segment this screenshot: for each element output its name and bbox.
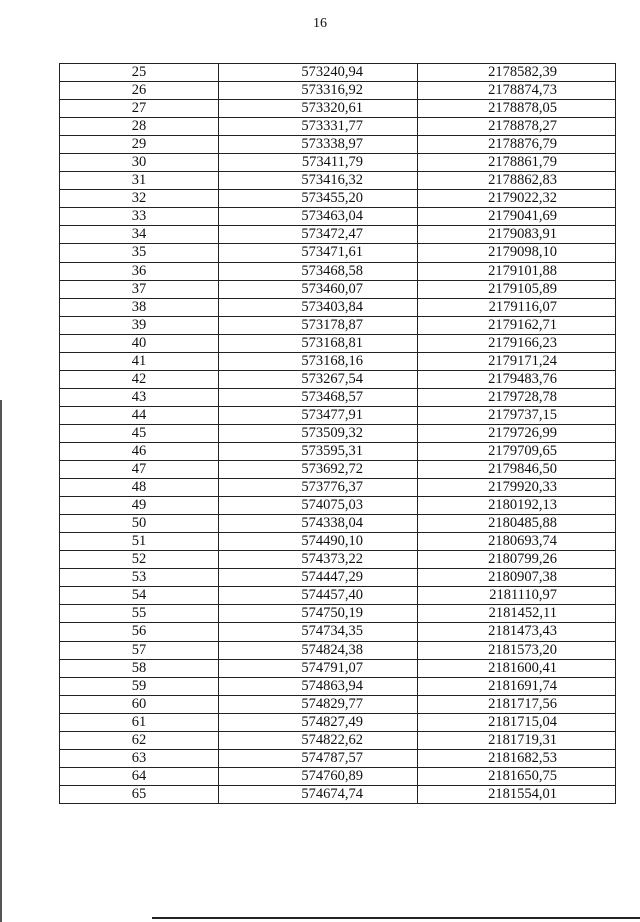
point-number-cell: 60 bbox=[60, 695, 219, 713]
coordinates-table-body bbox=[60, 64, 616, 804]
y-coordinate-cell: 2178878,05 bbox=[418, 100, 616, 118]
x-coordinate-cell: 573416,32 bbox=[219, 172, 418, 190]
table-row bbox=[60, 172, 616, 190]
x-coordinate-cell: 574674,74 bbox=[219, 785, 418, 803]
table-row bbox=[60, 64, 616, 82]
x-coordinate-cell: 574827,49 bbox=[219, 713, 418, 731]
y-coordinate-cell: 2181600,41 bbox=[418, 659, 616, 677]
x-coordinate-cell: 573316,92 bbox=[219, 82, 418, 100]
table-row bbox=[60, 244, 616, 262]
y-coordinate-cell: 2181682,53 bbox=[418, 749, 616, 767]
y-coordinate-cell: 2179166,23 bbox=[418, 334, 616, 352]
y-coordinate-cell: 2179041,69 bbox=[418, 208, 616, 226]
x-coordinate-cell: 573463,04 bbox=[219, 208, 418, 226]
x-coordinate-cell: 574791,07 bbox=[219, 659, 418, 677]
table-row bbox=[60, 100, 616, 118]
y-coordinate-cell: 2179728,78 bbox=[418, 388, 616, 406]
y-coordinate-cell: 2178876,79 bbox=[418, 136, 616, 154]
x-coordinate-cell: 573472,47 bbox=[219, 226, 418, 244]
x-coordinate-cell: 574750,19 bbox=[219, 605, 418, 623]
y-coordinate-cell: 2181650,75 bbox=[418, 767, 616, 785]
y-coordinate-cell: 2181110,97 bbox=[418, 587, 616, 605]
bottom-scan-rule bbox=[152, 917, 640, 919]
table-row bbox=[60, 605, 616, 623]
x-coordinate-cell: 574760,89 bbox=[219, 767, 418, 785]
table-row bbox=[60, 226, 616, 244]
table-row bbox=[60, 298, 616, 316]
point-number-cell: 39 bbox=[60, 316, 219, 334]
y-coordinate-cell: 2179083,91 bbox=[418, 226, 616, 244]
point-number-cell: 34 bbox=[60, 226, 219, 244]
x-coordinate-cell: 573455,20 bbox=[219, 190, 418, 208]
page-number: 16 bbox=[313, 16, 327, 31]
point-number-cell: 62 bbox=[60, 731, 219, 749]
y-coordinate-cell: 2179709,65 bbox=[418, 442, 616, 460]
x-coordinate-cell: 573468,57 bbox=[219, 388, 418, 406]
table-row bbox=[60, 334, 616, 352]
y-coordinate-cell: 2180693,74 bbox=[418, 533, 616, 551]
table-row bbox=[60, 118, 616, 136]
point-number-cell: 42 bbox=[60, 370, 219, 388]
table-row bbox=[60, 82, 616, 100]
table-row bbox=[60, 587, 616, 605]
x-coordinate-cell: 574075,03 bbox=[219, 497, 418, 515]
table-row bbox=[60, 136, 616, 154]
y-coordinate-cell: 2180192,13 bbox=[418, 497, 616, 515]
y-coordinate-cell: 2181573,20 bbox=[418, 641, 616, 659]
table-row bbox=[60, 659, 616, 677]
point-number-cell: 51 bbox=[60, 533, 219, 551]
table-row bbox=[60, 316, 616, 334]
table-row bbox=[60, 623, 616, 641]
point-number-cell: 49 bbox=[60, 497, 219, 515]
x-coordinate-cell: 574490,10 bbox=[219, 533, 418, 551]
y-coordinate-cell: 2179171,24 bbox=[418, 352, 616, 370]
table-row bbox=[60, 749, 616, 767]
x-coordinate-cell: 573168,81 bbox=[219, 334, 418, 352]
table-row bbox=[60, 262, 616, 280]
y-coordinate-cell: 2181691,74 bbox=[418, 677, 616, 695]
x-coordinate-cell: 573320,61 bbox=[219, 100, 418, 118]
y-coordinate-cell: 2178861,79 bbox=[418, 154, 616, 172]
y-coordinate-cell: 2179162,71 bbox=[418, 316, 616, 334]
table-row bbox=[60, 677, 616, 695]
x-coordinate-cell: 573411,79 bbox=[219, 154, 418, 172]
point-number-cell: 54 bbox=[60, 587, 219, 605]
y-coordinate-cell: 2179726,99 bbox=[418, 424, 616, 442]
table-row bbox=[60, 785, 616, 803]
table-row bbox=[60, 551, 616, 569]
table-row bbox=[60, 497, 616, 515]
table-row bbox=[60, 442, 616, 460]
x-coordinate-cell: 573471,61 bbox=[219, 244, 418, 262]
table-row bbox=[60, 713, 616, 731]
y-coordinate-cell: 2179098,10 bbox=[418, 244, 616, 262]
x-coordinate-cell: 573403,84 bbox=[219, 298, 418, 316]
x-coordinate-cell: 573776,37 bbox=[219, 479, 418, 497]
point-number-cell: 56 bbox=[60, 623, 219, 641]
x-coordinate-cell: 574373,22 bbox=[219, 551, 418, 569]
point-number-cell: 64 bbox=[60, 767, 219, 785]
point-number-cell: 37 bbox=[60, 280, 219, 298]
table-row bbox=[60, 767, 616, 785]
x-coordinate-cell: 573240,94 bbox=[219, 64, 418, 82]
x-coordinate-cell: 574338,04 bbox=[219, 515, 418, 533]
point-number-cell: 43 bbox=[60, 388, 219, 406]
x-coordinate-cell: 573178,87 bbox=[219, 316, 418, 334]
x-coordinate-cell: 573338,97 bbox=[219, 136, 418, 154]
point-number-cell: 40 bbox=[60, 334, 219, 352]
y-coordinate-cell: 2181473,43 bbox=[418, 623, 616, 641]
y-coordinate-cell: 2178862,83 bbox=[418, 172, 616, 190]
point-number-cell: 44 bbox=[60, 406, 219, 424]
y-coordinate-cell: 2179116,07 bbox=[418, 298, 616, 316]
point-number-cell: 57 bbox=[60, 641, 219, 659]
point-number-cell: 41 bbox=[60, 352, 219, 370]
point-number-cell: 31 bbox=[60, 172, 219, 190]
point-number-cell: 25 bbox=[60, 64, 219, 82]
y-coordinate-cell: 2180907,38 bbox=[418, 569, 616, 587]
point-number-cell: 61 bbox=[60, 713, 219, 731]
y-coordinate-cell: 2179022,32 bbox=[418, 190, 616, 208]
point-number-cell: 59 bbox=[60, 677, 219, 695]
x-coordinate-cell: 573509,32 bbox=[219, 424, 418, 442]
table-row bbox=[60, 533, 616, 551]
point-number-cell: 38 bbox=[60, 298, 219, 316]
y-coordinate-cell: 2181452,11 bbox=[418, 605, 616, 623]
x-coordinate-cell: 574829,77 bbox=[219, 695, 418, 713]
left-scan-shadow bbox=[0, 400, 2, 922]
x-coordinate-cell: 573460,07 bbox=[219, 280, 418, 298]
table-row bbox=[60, 406, 616, 424]
table-row bbox=[60, 695, 616, 713]
y-coordinate-cell: 2178582,39 bbox=[418, 64, 616, 82]
x-coordinate-cell: 574824,38 bbox=[219, 641, 418, 659]
table-row bbox=[60, 461, 616, 479]
point-number-cell: 63 bbox=[60, 749, 219, 767]
x-coordinate-cell: 574822,62 bbox=[219, 731, 418, 749]
table-row bbox=[60, 370, 616, 388]
y-coordinate-cell: 2179920,33 bbox=[418, 479, 616, 497]
table-row bbox=[60, 479, 616, 497]
table-row bbox=[60, 154, 616, 172]
x-coordinate-cell: 574734,35 bbox=[219, 623, 418, 641]
point-number-cell: 48 bbox=[60, 479, 219, 497]
point-number-cell: 65 bbox=[60, 785, 219, 803]
y-coordinate-cell: 2179483,76 bbox=[418, 370, 616, 388]
y-coordinate-cell: 2178878,27 bbox=[418, 118, 616, 136]
point-number-cell: 32 bbox=[60, 190, 219, 208]
point-number-cell: 30 bbox=[60, 154, 219, 172]
x-coordinate-cell: 574863,94 bbox=[219, 677, 418, 695]
point-number-cell: 35 bbox=[60, 244, 219, 262]
x-coordinate-cell: 573477,91 bbox=[219, 406, 418, 424]
point-number-cell: 50 bbox=[60, 515, 219, 533]
point-number-cell: 26 bbox=[60, 82, 219, 100]
point-number-cell: 28 bbox=[60, 118, 219, 136]
y-coordinate-cell: 2179101,88 bbox=[418, 262, 616, 280]
y-coordinate-cell: 2179737,15 bbox=[418, 406, 616, 424]
table-row bbox=[60, 190, 616, 208]
coordinates-table bbox=[59, 63, 616, 804]
table-row bbox=[60, 569, 616, 587]
x-coordinate-cell: 573692,72 bbox=[219, 461, 418, 479]
table-row bbox=[60, 208, 616, 226]
point-number-cell: 55 bbox=[60, 605, 219, 623]
x-coordinate-cell: 573595,31 bbox=[219, 442, 418, 460]
y-coordinate-cell: 2180799,26 bbox=[418, 551, 616, 569]
y-coordinate-cell: 2181717,56 bbox=[418, 695, 616, 713]
point-number-cell: 46 bbox=[60, 442, 219, 460]
table-row bbox=[60, 388, 616, 406]
y-coordinate-cell: 2178874,73 bbox=[418, 82, 616, 100]
x-coordinate-cell: 573468,58 bbox=[219, 262, 418, 280]
x-coordinate-cell: 574787,57 bbox=[219, 749, 418, 767]
x-coordinate-cell: 573267,54 bbox=[219, 370, 418, 388]
y-coordinate-cell: 2180485,88 bbox=[418, 515, 616, 533]
point-number-cell: 27 bbox=[60, 100, 219, 118]
point-number-cell: 36 bbox=[60, 262, 219, 280]
table-row bbox=[60, 731, 616, 749]
x-coordinate-cell: 573168,16 bbox=[219, 352, 418, 370]
point-number-cell: 29 bbox=[60, 136, 219, 154]
point-number-cell: 52 bbox=[60, 551, 219, 569]
table-row bbox=[60, 641, 616, 659]
point-number-cell: 33 bbox=[60, 208, 219, 226]
table-row bbox=[60, 352, 616, 370]
y-coordinate-cell: 2181715,04 bbox=[418, 713, 616, 731]
y-coordinate-cell: 2181719,31 bbox=[418, 731, 616, 749]
x-coordinate-cell: 574457,40 bbox=[219, 587, 418, 605]
point-number-cell: 45 bbox=[60, 424, 219, 442]
y-coordinate-cell: 2179105,89 bbox=[418, 280, 616, 298]
table-row bbox=[60, 515, 616, 533]
table-row bbox=[60, 424, 616, 442]
point-number-cell: 58 bbox=[60, 659, 219, 677]
point-number-cell: 47 bbox=[60, 461, 219, 479]
x-coordinate-cell: 573331,77 bbox=[219, 118, 418, 136]
point-number-cell: 53 bbox=[60, 569, 219, 587]
x-coordinate-cell: 574447,29 bbox=[219, 569, 418, 587]
y-coordinate-cell: 2179846,50 bbox=[418, 461, 616, 479]
y-coordinate-cell: 2181554,01 bbox=[418, 785, 616, 803]
table-row bbox=[60, 280, 616, 298]
